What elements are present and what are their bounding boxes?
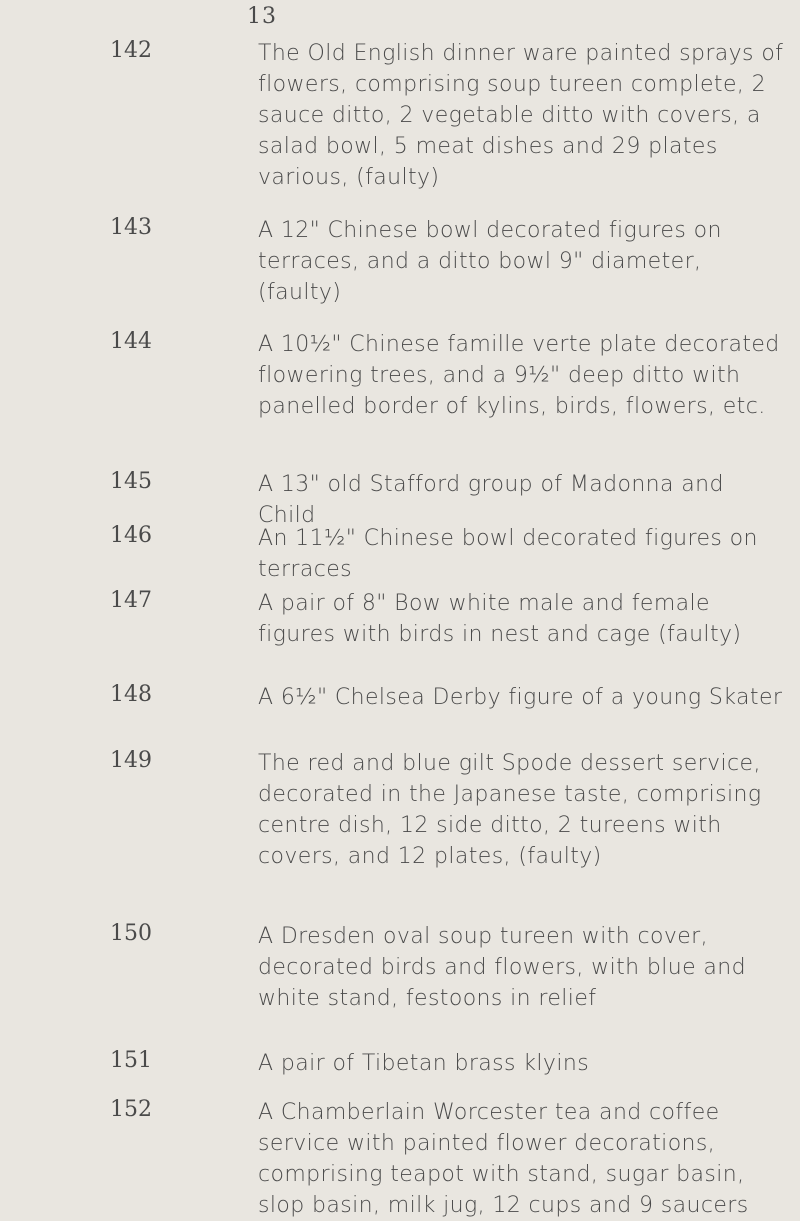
- lot-description: An 11½" Chinese bowl decorated figures on terraces: [258, 526, 758, 582]
- lot-number: 145: [110, 469, 152, 494]
- lot-description: A Dresden oval soup tureen with cover, decorated birds and flowers, with blue and white stand, festoons in relief: [258, 924, 746, 1011]
- lot-number: 152: [110, 1097, 152, 1122]
- lot-number: 143: [110, 215, 152, 240]
- lot-number: 144: [110, 329, 152, 354]
- lot-description: A 13" old Stafford group of Madonna and Child: [258, 472, 724, 528]
- lot-description: A 6½" Chelsea Derby figure of a young Skater: [258, 685, 783, 710]
- lot-description: A 10½" Chinese famille verte plate decorated flowering trees, and a 9½" deep ditto with panelled border of kylins, birds, flowers, etc.: [258, 332, 780, 419]
- lot-number: 146: [110, 523, 152, 548]
- lot-description: A 12" Chinese bowl decorated figures on terraces, and a ditto bowl 9" diameter, (faulty): [258, 218, 722, 305]
- lot-number: 150: [110, 921, 152, 946]
- lot-number: 151: [110, 1048, 152, 1073]
- lot-description: The Old English dinner ware painted sprays of flowers, comprising soup tureen complete, 2 sauce ditto, 2 vegetable ditto with covers, a salad bowl, 5 meat dishes and 29 plates various, (faulty): [258, 41, 784, 190]
- page-number: 13: [247, 4, 277, 29]
- lot-number: 149: [110, 748, 152, 773]
- lot-number: 142: [110, 38, 152, 63]
- lot-description: A pair of Tibetan brass klyins: [258, 1051, 590, 1076]
- lot-description: A Chamberlain Worcester tea and coffee service with painted flower decorations, comprising teapot with stand, sugar basin, slop basin, milk jug, 12 cups and 9 saucers: [258, 1100, 749, 1218]
- lot-number: 148: [110, 682, 152, 707]
- lot-description: A pair of 8" Bow white male and female figures with birds in nest and cage (faulty): [258, 591, 742, 647]
- lot-number: 147: [110, 588, 152, 613]
- lot-description: The red and blue gilt Spode dessert service, decorated in the Japanese taste, comprising centre dish, 12 side ditto, 2 tureens with covers, and 12 plates, (faulty): [258, 751, 762, 869]
